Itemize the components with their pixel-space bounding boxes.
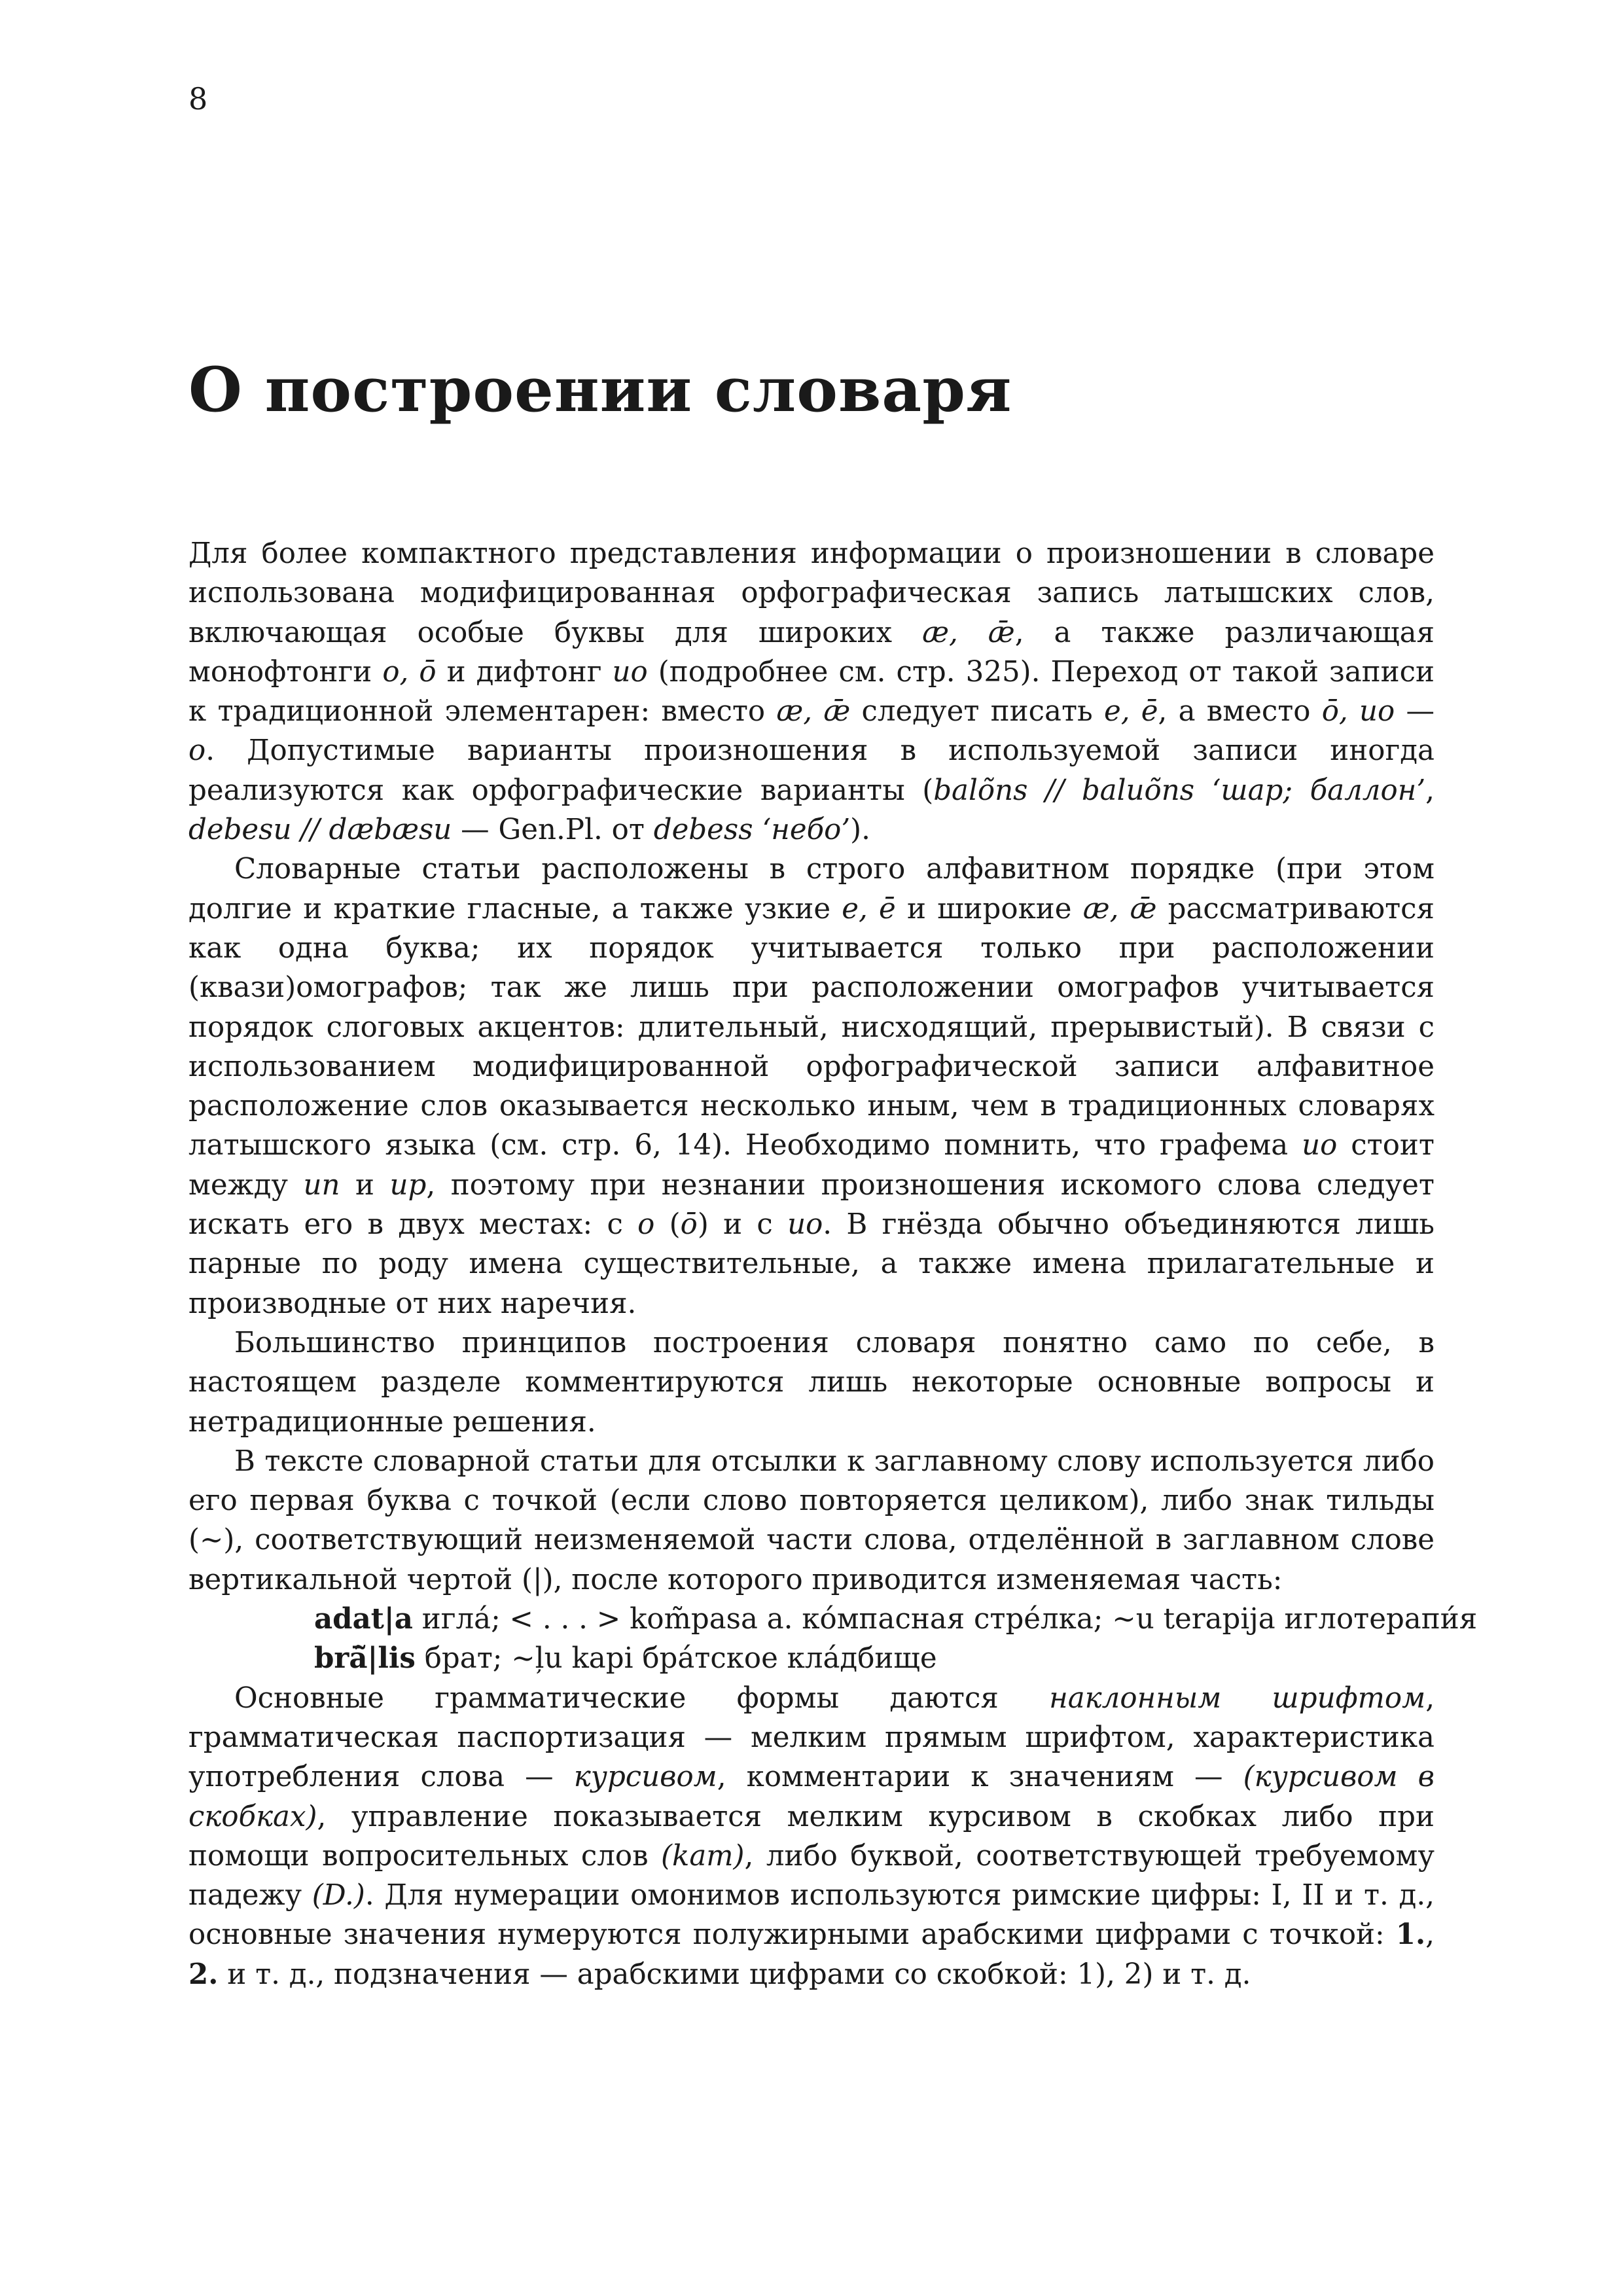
text-run: , поэтому при незнании произношения искомого слова следует искать его в двух местах: с	[188, 1168, 1435, 1242]
italic-letters: o	[637, 1208, 655, 1242]
italic-letters: o	[188, 734, 206, 768]
italic-text: курсивом	[573, 1761, 717, 1794]
text-run: (	[654, 1208, 681, 1242]
text-run: ,	[1425, 1918, 1435, 1952]
paragraph-typography-conventions	[188, 1679, 1435, 1994]
example-headword: brā̃|lis	[314, 1641, 416, 1676]
text-run: следует писать	[850, 695, 1104, 728]
example-entry-adata	[314, 1600, 1478, 1639]
text-run: , комментарии к значениям —	[717, 1761, 1243, 1794]
italic-letters: æ, ǣ	[776, 695, 851, 728]
text-run: , а также различающая монофтонги	[188, 616, 1435, 689]
italic-text: (D.)	[312, 1879, 365, 1912]
text-run: , либо буквой, соответствующей требуемому падежу	[188, 1839, 1435, 1912]
italic-letters: uo	[787, 1208, 823, 1242]
text-run: (подробнее см. стр. 325). Переход от такой записи к традиционной элементарен: вместо	[188, 655, 1435, 728]
text-run: ) и с	[697, 1208, 788, 1242]
text-run: Для более компактного представления информации о произношении в словаре использована модифицированная орфографическая запись латышских слов, включающая особые буквы для широких	[188, 537, 1435, 649]
text-run: . Допустимые варианты произношения в используемой записи иногда реализуются как орфографические варианты (	[188, 734, 1435, 807]
italic-letters: uo	[1302, 1129, 1338, 1162]
italic-letters: uo	[612, 655, 648, 689]
text-run: . В гнёзда обычно объединяются лишь парные по роду имена существительные, а также имена прилагательные и производные от них наречия.	[188, 1208, 1435, 1320]
text-run: Основные грамматические формы даются	[234, 1681, 1050, 1715]
paragraph-pronunciation-notation	[188, 534, 1435, 850]
text-run: и т. д., подзначения — арабскими цифрами со скобкой: 1), 2) и т. д.	[218, 1958, 1251, 1991]
body-text	[188, 534, 1478, 1994]
text-run: и дифтонг	[436, 655, 613, 689]
italic-example: debess ‘небо’	[653, 814, 851, 847]
italic-letters: un	[303, 1168, 340, 1202]
example-entry-bralis	[314, 1639, 1435, 1678]
text-run: —	[1395, 695, 1435, 728]
text-run: и широкие	[895, 892, 1083, 925]
text-run: В тексте словарной статьи для отсылки к заглавному слову используется либо его первая буква с точкой (если слово повторяется целиком), либо знак тильды (∼), соответствующий неизменяемой части слова, отделённой в заглавном слове вертикальной чертой (|), после которого приводится изменяемая часть:	[188, 1444, 1435, 1596]
text-run: ,	[1425, 774, 1435, 807]
page-number: 8	[188, 81, 208, 117]
section-title: О построении словаря	[188, 354, 1012, 426]
text-run: стоит между	[188, 1129, 1435, 1202]
example-block	[188, 1600, 1478, 1679]
text-run: Словарные статьи расположены в строго алфавитном порядке (при этом долгие и краткие гласные, а также узкие	[188, 853, 1435, 925]
text-run: — Gen.Pl. от	[452, 814, 654, 847]
italic-letters: æ, ǣ	[922, 616, 1015, 649]
text-run: и	[340, 1168, 390, 1202]
italic-example: debesu // dæbæsu	[188, 814, 452, 847]
italic-letters: e, ē	[842, 892, 896, 925]
text-run: рассматриваются как одна буква; их порядок учитывается только при расположении (квази)омографов; так же лишь при расположении омографов учитывается порядок слоговых акцентов: длительный, нисходящий, прерывистый). В связи с использованием модифицированной орфографической записи алфавитное расположение слов оказывается несколько иным, чем в традиционных словарях латышского языка (см. стр. 6, 14). Необходимо помнить, что графема	[188, 892, 1435, 1162]
paragraph-principles	[188, 1323, 1435, 1442]
italic-example: balõns // baluõns ‘шар; баллон’	[933, 774, 1426, 807]
italic-letters: up	[389, 1168, 427, 1202]
italic-letters: o, ō	[382, 655, 437, 689]
italic-letters: æ, ǣ	[1082, 892, 1157, 925]
paragraph-alphabetical-order	[188, 850, 1435, 1323]
text-run: . Для нумерации омонимов используются римские цифры: I, II и т. д., основные значения нумеруются полужирными арабскими цифрами с точкой:	[188, 1879, 1435, 1952]
example-headword: adat|a	[314, 1602, 413, 1636]
italic-letters: ō, uo	[1321, 695, 1395, 728]
text-run: , а вместо	[1158, 695, 1322, 728]
italic-text: (курсивом в скобках)	[188, 1761, 1435, 1833]
text-run: , управление показывается мелким курсивом в скобках либо при помощи вопросительных слов	[188, 1800, 1435, 1873]
text-run: ).	[850, 814, 870, 847]
example-text: брат; ∼ļu kapi брáтское клáдбище	[415, 1642, 937, 1676]
italic-text: (kam)	[661, 1839, 745, 1873]
bold-numeral: 2.	[188, 1957, 219, 1991]
italic-text: наклонным шрифтом	[1049, 1681, 1426, 1715]
text-run: , грамматическая паспортизация — мелким прямым шрифтом, характеристика употребления слова —	[188, 1681, 1435, 1794]
italic-letters: e, ē	[1103, 695, 1158, 728]
bold-numeral: 1.	[1395, 1918, 1426, 1952]
paragraph-headword-reference	[188, 1442, 1435, 1600]
italic-letters: ō	[680, 1208, 698, 1242]
text-run: Большинство принципов построения словаря понятно само по себе, в настоящем разделе комментируются лишь некоторые основные вопросы и нетрадиционные решения.	[188, 1326, 1435, 1439]
example-text: иглá; < . . . > kom̃pasa a. кóмпасная стрéлка; ∼u terapija иглотерапи́я	[412, 1603, 1478, 1636]
